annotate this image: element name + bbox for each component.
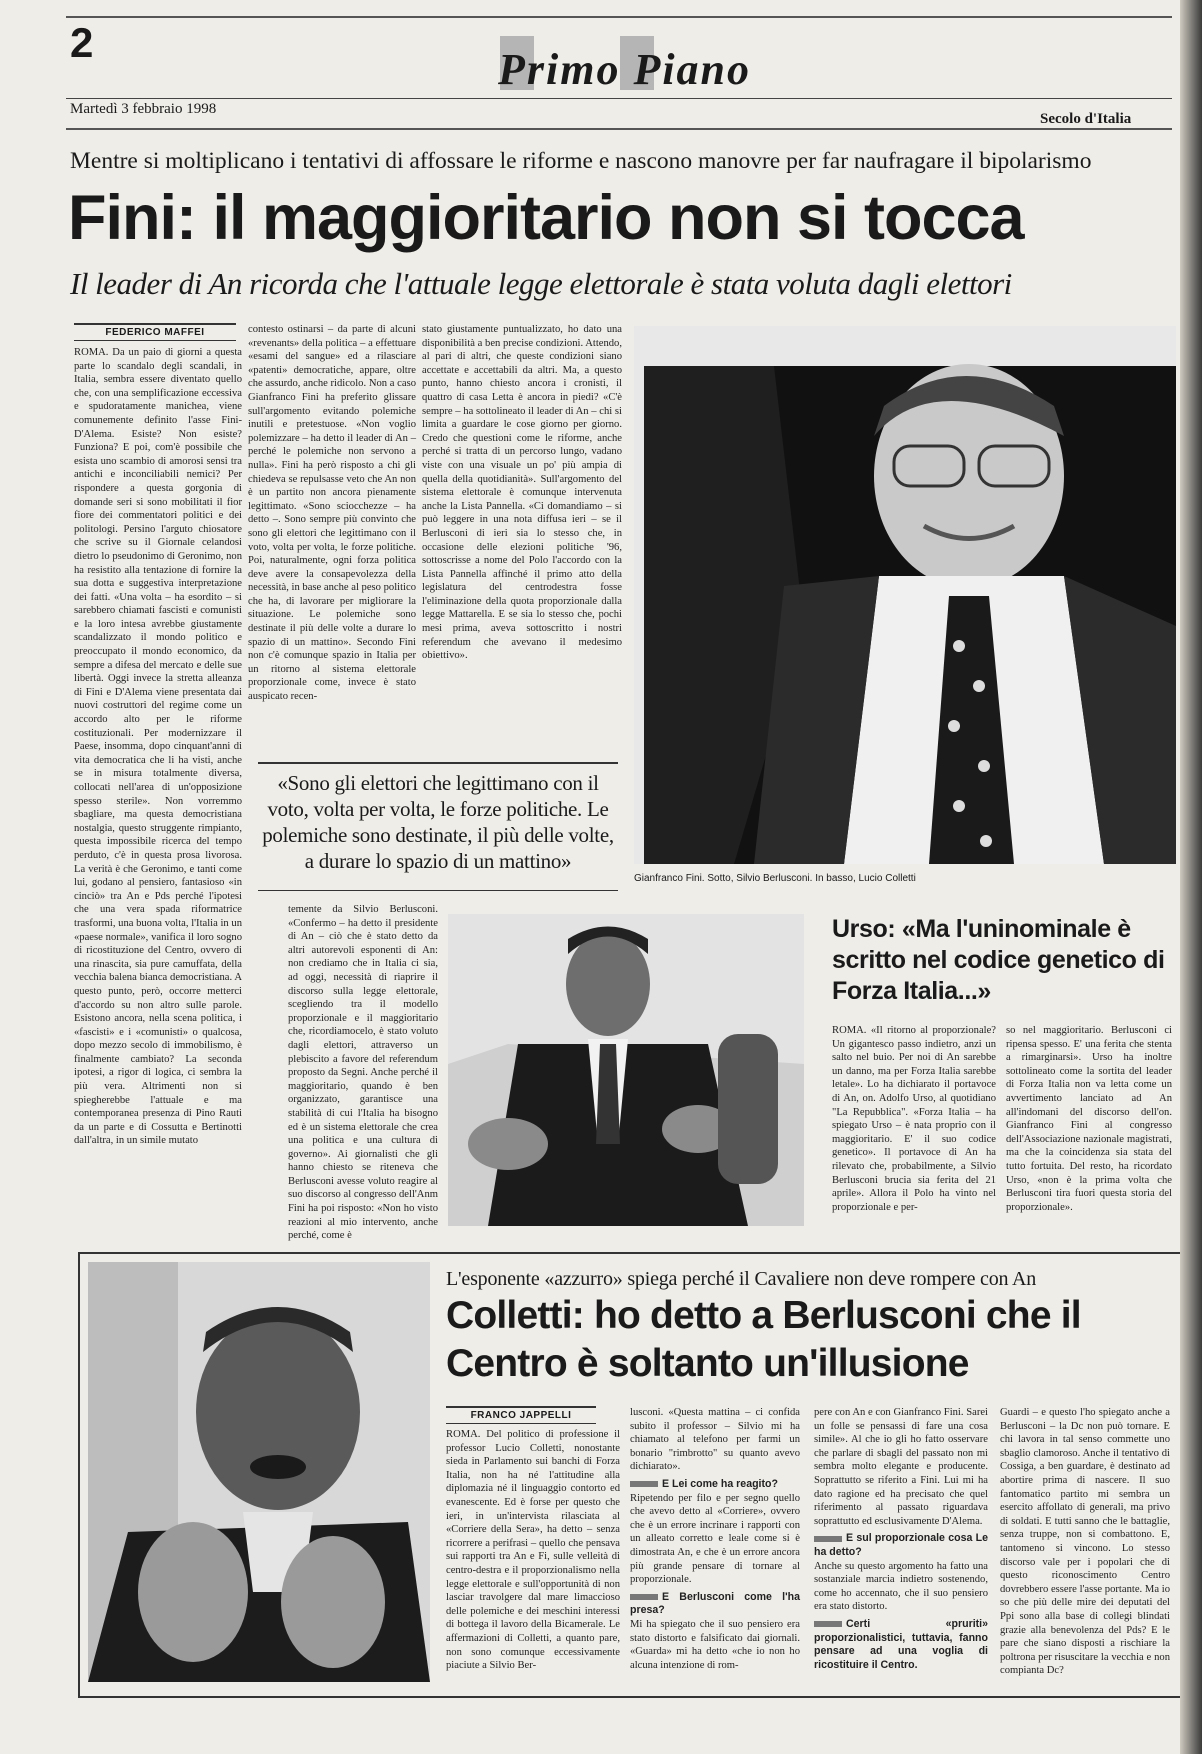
colletti-kicker: L'esponente «azzurro» spiega perché il Cavaliere non deve rompere con An [446, 1268, 1037, 1290]
colletti-question-1 [630, 1478, 800, 1492]
berlusconi-photo-image [448, 914, 804, 1226]
pull-quote: «Sono gli elettori che legittimano con il voto, volta per volta, le forze politiche. Le polemiche sono destinate, il più delle volte, a durare lo spazio di un mattino» [262, 771, 614, 873]
colletti-question-4 [814, 1618, 988, 1672]
colletti-photo [88, 1262, 430, 1682]
pull-quote-rule-bottom [258, 890, 618, 891]
colletti-answer-3: Anche su questo argomento ha fatto una sostanziale marcia indietro sostenendo, come ho accennato, che il suo pensiero era stato distorto. [814, 1560, 988, 1613]
colletti-column-2 [630, 1406, 800, 1684]
question-marker [630, 1481, 658, 1487]
colletti-column-4: Guardi – e questo l'ho spiegato anche a Berlusconi – la Dc non può tornare. E chi lavora in tal senso commette uno sbaglio clamoroso. Anche il tentativo di Cossiga, a ben guardare, è destinato ad abortire prima di nascere. Il suo fantomatico partito mi sembra un esercito affollato di generali, ma privo di soldati. E tutti sanno che le battaglie, senza truppe, non si combattono. E, tantomeno si vincono. Lo stesso discorso vale per i popolari che di questo riconoscimento Centro dovrebbero essere l'asse portante. Ma io so che più delle mire dei deputati del Ppi sono alla base di collegi blindati grazie alla benevolenza del Pds? E le pare che siano disposti a rischiare la poltrona per risuscitare la vecchia e non compianta Dc? [1000, 1407, 1170, 1677]
colletti-question-3-text: E sul proporzionale cosa Le ha detto? [814, 1532, 988, 1558]
photo-caption: Gianfranco Fini. Sotto, Silvio Berlusconi. In basso, Lucio Colletti [634, 873, 916, 884]
issue-date: Martedì 3 febbraio 1998 [70, 101, 217, 117]
main-headline: Fini: il maggioritario non si tocca [68, 183, 1024, 253]
colletti-question-1-text: E Lei come ha reagito? [662, 1477, 778, 1490]
question-marker [630, 1594, 658, 1600]
main-article-column-3: stato giustamente puntualizzato, ho dato una disponibilità a ben precise condizioni. Attendo, al pari di altri, che queste condizioni siano accettate e accettabili da altri. Ma, a questo punto, hanno chiesto ancora i cronisti, il quattro di casa Letta è ancora in piedi? «C'è sempre – ha sottolineato il leader di An – chi si limita a guardare le cose giorno per giorno. Credo che questioni come le riforme, anche perché si tratta di un percorso lungo, vadano viste con una visuale un po' più ampia di quella della quotidianità». Sull'argomento del sistema elettorale è comunque intervenuta anche la Lista Pannella. «Ci domandiamo – si può leggere in una nota diffusa ieri – se il Berlusconi di ieri sia lo stesso che, in occasione delle elezioni politiche '96, sottoscrisse a nome del Polo l'accordo con la Lista Pannella affinché il primo atto della legislatura del centrodestra fosse l'eliminazione della quota proporzionale dalla legge Mattarella. E se sia lo stesso che, pochi mesi prima, aveva sottoscritto i nostri referendum che avevano il medesimo obiettivo». [422, 324, 622, 662]
header-rule [66, 98, 1172, 99]
main-byline: FEDERICO MAFFEI [74, 323, 236, 341]
main-article-column-1: ROMA. Da un paio di giorni a questa parte lo scandalo degli scandali, in Italia, sembra essere diventato quello che, con una semplificazione eccessiva e spudoratamente manichea, viene comunemente definito l'asse Fini-D'Alema. Esiste? Non esiste? Funziona? E poi, com'è possibile che esista uno scambio di amorosi sensi tra antichi e inconciliabili nemici? Per rispondere a questa gorgonia di domande seri si sono mobilitati il fior fiore dei commentatori politici e dei politologi. Persino l'arguto chiosatore che scrive su il Giornale celandosi dietro lo pseudonimo di Geronimo, non ha resistito alla tentazione di fornire la sua dotta e suggestiva interpretazione dei fatti. «Una volta – ha esordito – si sarebbero chiamati fascisti e comunisti e la loro intesa avrebbe giustamente scandalizzato il mondo politico e preoccupato il mondo economico, da sempre a difesa del mercato e delle sue libertà. Oggi invece la stretta alleanza di Fini e D'Alema viene presentata dai nuovi costruttori del regime come un accordo alto per le riforme costituzionali. Per modernizzare il Paese, insomma, dopo cinquant'anni di vita democratica che li ha visti, anche se in misura totalmente diversa, collocati nell'area di un'opposizione spesso sterile». Non vorremmo sbagliare, ma questa democristiana nostalgia, questo struggente rimpianto, questa impossibile ricerca del tempo perduto, c'è in questa prosa livorosa. La verità è che Geronimo, e tanti come lui, godano al pensiero, fantasioso «in cinciò» tra An e Pds perché l'ipotesi che una vera spada riformatrice trasformi, una buona volta, l'Italia in un «paese normale», vanifica il loro sogno di ricostituzione del Centro, ovvero di una rinascita, sia pure camuffata, della vecchia balena bianca democristiana. A questo punto, però, occorre metterci d'accordo su non altro sulle parole. Esistono ancora, nella scena politica, i «fascisti» e i «comunisti» o qualcosa, dopo mezzo secolo di immobilismo, è finalmente cambiato? La seconda ipotesi, a rigor di logica, ci sembra la più vera. Altrimenti non si spiegherebbe l'attuale e ma contemporanea presenza di Pino Rauti da un parte e di Cossutta e Bertinotti dall'altra, in un simile mutato [74, 347, 242, 1147]
top-rule [66, 16, 1172, 18]
paper-name: Secolo d'Italia [1040, 111, 1132, 127]
section-title [480, 30, 770, 96]
main-article-column-4: temente da Silvio Berlusconi. «Confermo – ha detto il presidente di An – ciò che è stato detto da altri autorevoli esponenti di An: non crediamo che in Italia ci sia, ad oggi, necessità di riaprire il discorso sulla legge elettorale, scegliendo tra il modello proporzionale e il maggioritario che, ricordiamocelo, è stato voluto dagli elettori, attraverso un plebiscito a favore del referendum proposto da Segni. Anche perché il maggioritario, quando è ben organizzato, garantisce una stabilità di cui l'Italia ha bisogno ed è un sistema elettorale che crea una politica e una cultura di governo». Ai giornalisti che gli hanno chiesto se riteneva che Berlusconi avesse voluto reagire al suo discorso al congresso dell'Anm Fini ha poi risposto: «Non ho visto reazioni al mio intervento, anche perché, come è [288, 904, 438, 1242]
main-article-column-2: contesto ostinarsi – da parte di alcuni «revenants» della politica – a effettuare «esami del sangue» ed a rilasciare «patenti» democratiche, appare, oltre che assurdo, anche ridicolo. Non a caso Gianfranco Fini ha preferito glissare sull'argomento evitando polemiche inutili e pretestuose. «Non voglio polemizzare – ha detto il leader di An – perché le polemiche non servono a nulla». Fini ha però risposto a chi gli chiedeva se repulsasse veto che An non è un partito non ancora pienamente legittimato. «Sono sciocchezze – ha detto –. Sono sempre più convinto che sono gli elettori che legittimano con il voto, volta per volta, le forze politiche. Poi, naturalmente, ogni forza politica deve avere la consapevolezza della necessità, in base anche al peso politico che ha, di lavorare per migliorare la situazione. Le polemiche sono destinate il più delle volte a durare lo spazio di un mattino». Secondo Fini non c'è comunque spazio in Italia per un ritorno al sistema elettorale proporzionale come, invece è stato auspicato recen- [248, 324, 416, 703]
colletti-question-4-text: Certi «pruriti» proporzionalistici, tuttavia, fanno pensare ad una voglia di ricostituire il Centro. [814, 1617, 988, 1671]
colletti-col2-intro: lusconi. «Questa mattina – ci confida subito il professor – Silvio mi ha chiamato al telefono per farmi un bonario "rimbrotto" su quanto avevo dichiarato». [630, 1407, 800, 1473]
question-marker [814, 1536, 842, 1542]
colletti-question-3 [814, 1532, 988, 1559]
page-number: 2 [70, 19, 94, 66]
colletti-question-2-text: E Berlusconi come l'ha presa? [630, 1590, 800, 1617]
colletti-column-3 [814, 1406, 988, 1684]
colletti-column-1: ROMA. Del politico di professione il professor Lucio Colletti, nonostante sieda in Parlamento sui banchi di Forza Italia, non ha né l'attitudine alla diplomazia né il linguaggio contorto ed evanescente. Ed è forse per questo che ieri, in un'intervista rilasciata al «Corriere della Sera», ha detto – senza ricorrere a perifrasi – quello che pensava sui rapporti tra An e Fi, sulle velleità di centro-destra e il proporzionalismo nella legge elettorale e sull'opportunità di non lasciar travolgere dal mare limaccioso delle polemiche e dei meschini interessi di bottega il lavoro della Bicamerale. Le affermazioni di Colletti, a quanto pare, non sono comunque eccessivamente piaciute a Silvio Ber- [446, 1429, 620, 1672]
page-edge-shadow [1180, 0, 1202, 1754]
header-rule-bottom [66, 128, 1172, 130]
colletti-answer-2: Mi ha spiegato che il suo pensiero era stato distorto e falsificato dai giornali. «Guarda» mi ha detto «che io non ho alcuna intenzione di rom- [630, 1618, 800, 1671]
colletti-answer-1: Ripetendo per filo e per segno quello che avevo detto al «Corriere», ovvero che è un errore incrinare i rapporti con un alleato corretto e leale come si è dimostrata An, e che è un errore ancora più grande pensare di tornare al proporzionale. [630, 1492, 800, 1586]
colletti-question-2 [630, 1591, 800, 1618]
urso-column-2: so nel maggioritario. Berlusconi ci ripensa spesso. E' una ferita che stenta a rimarginarsi». Urso ha inoltre sottolineato come la sortita del leader di Forza Italia non va letta come un avvertimento lanciato ad An all'indomani del discorso dell'on. Gianfranco Fini al congresso dell'Associazione nazionale magistrati, ma che la coincidenza sia stata del tutto fortuita. Del resto, ha ricordato Urso, «non è la prima volta che Berlusconi tira fuori questa storia del proporzionale». [1006, 1025, 1172, 1213]
colletti-photo-image [88, 1262, 430, 1682]
question-marker [814, 1621, 842, 1627]
colletti-col3-intro: pere con An e con Gianfranco Fini. Sarei un folle se pensassi di fare una cosa simile». Al che io gli ho fatto osservare che parlare di sbagli del passato non mi sembra molto elegante e producente. Soprattutto se riferito a Fini. Lui mi ha dato ragione ed ha precisato che quel riferimento al passato riguardava soprattutto ed esclusivamente D'Alema. [814, 1407, 988, 1527]
main-subheadline: Il leader di An ricorda che l'attuale legge elettorale è stata voluta dagli elettori [70, 266, 1012, 301]
colletti-headline: Colletti: ho detto a Berlusconi che il Centro è soltanto un'illusione [446, 1294, 1081, 1385]
fini-photo [634, 326, 1176, 864]
pull-quote-rule-top [258, 762, 618, 764]
section-title-text: Primo Piano [498, 45, 752, 94]
urso-headline: Urso: «Ma l'uninominale è scritto nel codice genetico di Forza Italia...» [832, 915, 1165, 1005]
main-kicker: Mentre si moltiplicano i tentativi di affossare le riforme e nascono manovre per far naufragare il bipolarismo [70, 148, 1092, 174]
fini-photo-image [634, 326, 1176, 864]
urso-column-1: ROMA. «Il ritorno al proporzionale? Un gigantesco passo indietro, anzi un salto nel buio. Per noi di An sarebbe un danno, ma per Forza Italia sarebbe letale». Lo ha dichiarato il portavoce di An, on. Adolfo Urso, al quotidiano "La Repubblica". «Forza Italia – ha spiegato Urso – è nata proprio con il maggioritario. E' il suo codice genetico». Il portavoce di An ha rilevato che, probabilmente, a Silvio Berlusconi brucia sia ferita del 21 aprile». Allora il Polo ha vinto nel proporzionale e per- [832, 1025, 996, 1213]
colletti-byline: FRANCO JAPPELLI [446, 1406, 596, 1424]
berlusconi-photo [448, 914, 804, 1226]
